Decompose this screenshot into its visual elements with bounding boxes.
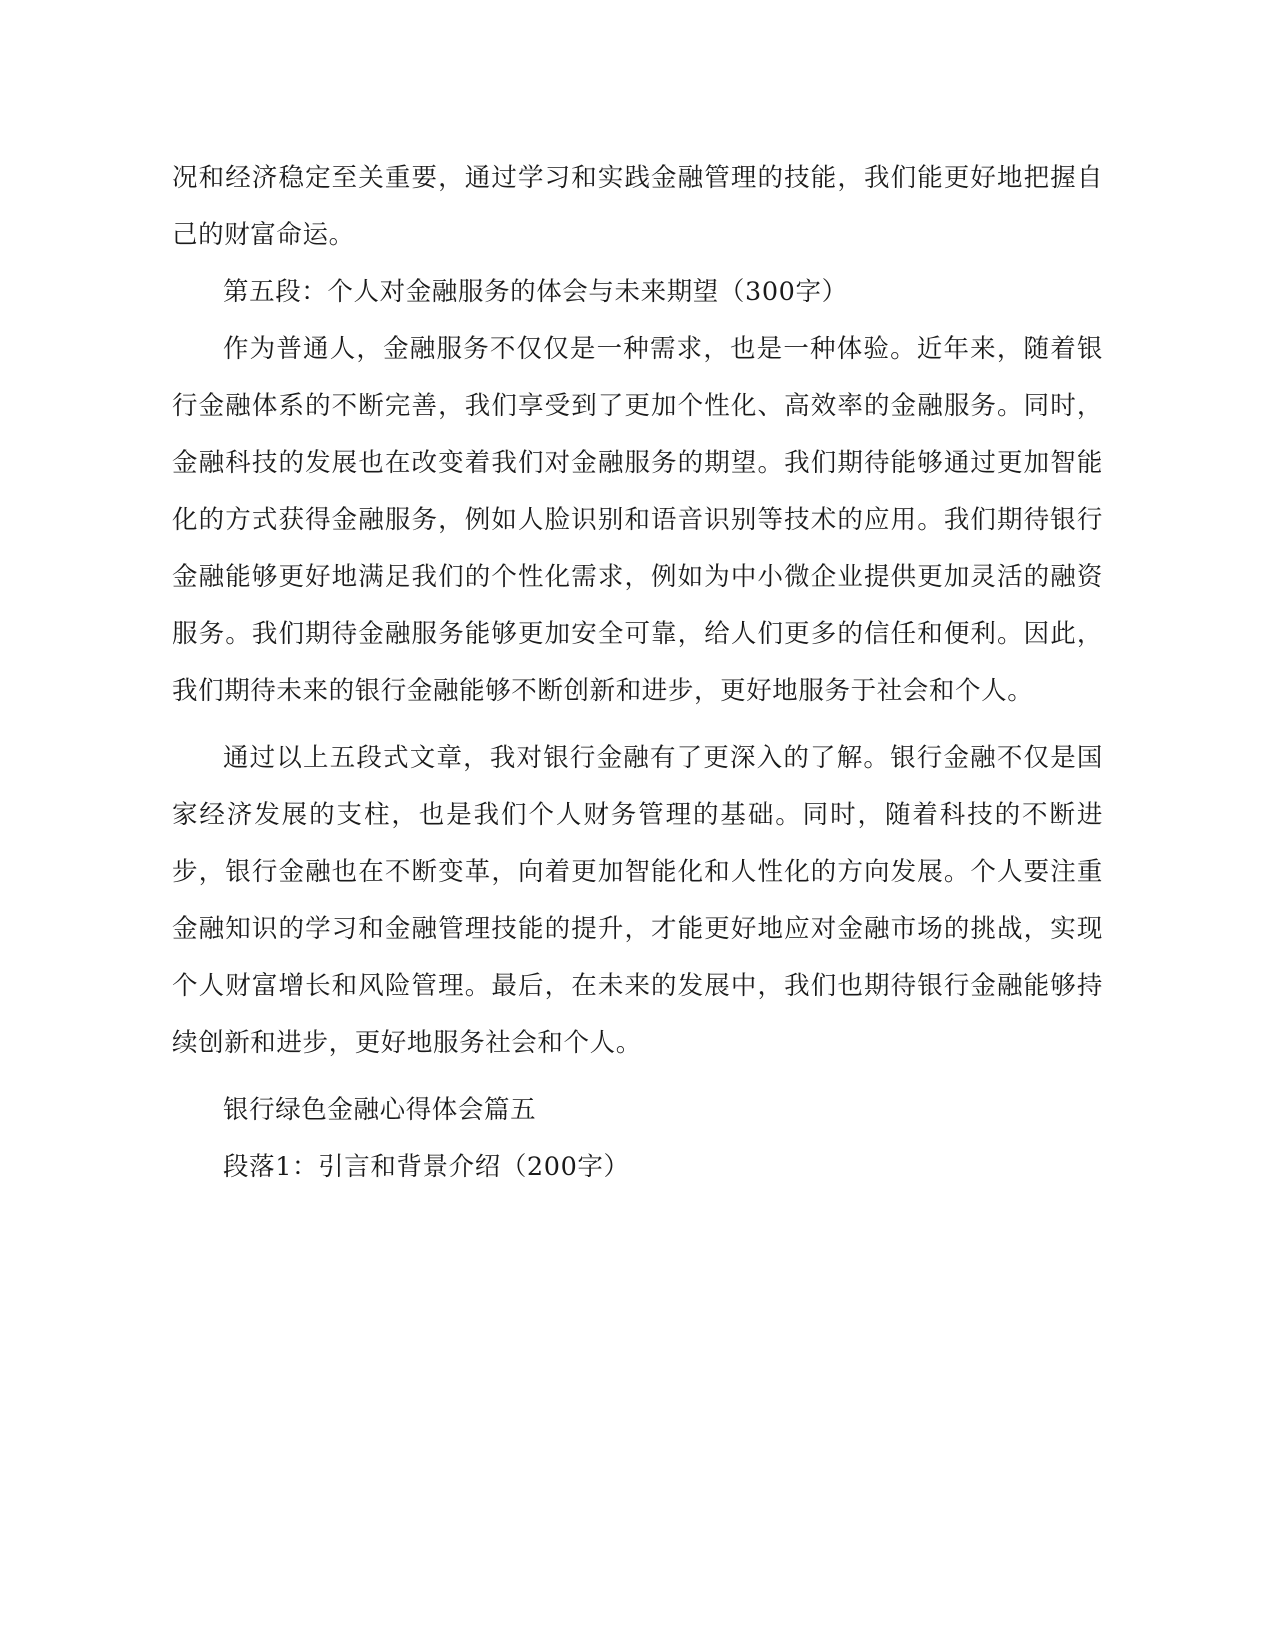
paragraph-spacer-2: [172, 1072, 1103, 1082]
paragraph-continued: 况和经济稳定至关重要，通过学习和实践金融管理的技能，我们能更好地把握自己的财富命运。: [172, 163, 1103, 250]
paragraph-next-title: 银行绿色金融心得体会篇五: [223, 1095, 537, 1125]
paragraph-conclusion: 通过以上五段式文章，我对银行金融有了更深入的了解。银行金融不仅是国家经济发展的支柱，也是我们个人财务管理的基础。同时，随着科技的不断进步，银行金融也在不断变革，向着更加智能化和人性化的方向发展。个人要注重金融知识的学习和金融管理技能的提升，才能更好地应对金融市场的挑战，实现个人财富增长和风险管理。最后，在未来的发展中，我们也期待银行金融能够持续创新和进步，更好地服务社会和个人。: [172, 743, 1103, 1058]
document-body: [172, 150, 1103, 1196]
paragraph-section5-heading: 第五段：个人对金融服务的体会与未来期望（300字）: [223, 277, 848, 307]
paragraph-next-section1: 段落1：引言和背景介绍（200字）: [223, 1152, 630, 1182]
paragraph-spacer: [172, 720, 1103, 730]
paragraph-section5-body: 作为普通人，金融服务不仅仅是一种需求，也是一种体验。近年来，随着银行金融体系的不断完善，我们享受到了更加个性化、高效率的金融服务。同时，金融科技的发展也在改变着我们对金融服务的期望。我们期待能够通过更加智能化的方式获得金融服务，例如人脸识别和语音识别等技术的应用。我们期待银行金融能够更好地满足我们的个性化需求，例如为中小微企业提供更加灵活的融资服务。我们期待金融服务能够更加安全可靠，给人们更多的信任和便利。因此，我们期待未来的银行金融能够不断创新和进步，更好地服务于社会和个人。: [172, 334, 1103, 706]
